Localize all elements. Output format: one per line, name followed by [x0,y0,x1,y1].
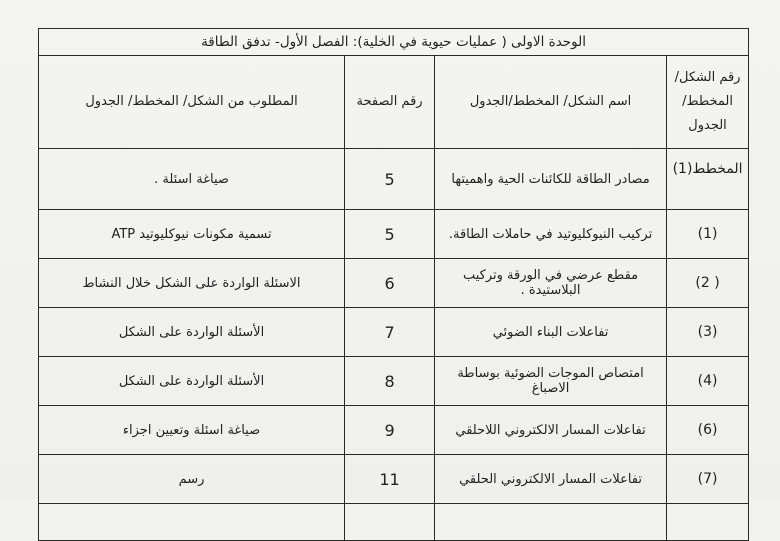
cell-page: 5 [345,149,435,210]
header-number: رقم الشكل/ المخطط/ الجدول [667,56,749,149]
table-row-partial [39,504,749,541]
cell-page: 11 [345,455,435,504]
cell-name: تركيب النيوكليوتيد في حاملات الطاقة. [435,210,667,259]
cell-number: (7) [667,455,749,504]
table-row [39,259,749,308]
cell-required: رسم [39,455,345,504]
cell-page: 6 [345,259,435,308]
cell-required: تسمية مكونات نيوكليوتيد ATP [39,210,345,259]
table-row [39,308,749,357]
cell-number: (4) [667,357,749,406]
cell-required: الاسئلة الواردة على الشكل خلال النشاط [39,259,345,308]
cell-name: مقطع عرضي في الورقة وتركيب البلاستيدة . [435,259,667,308]
cell-name: مصادر الطاقة للكائنات الحية واهميتها [435,149,667,210]
cell-number: ( 2) [667,259,749,308]
header-page: رقم الصفحة [345,56,435,149]
table-row [39,406,749,455]
cell-required: الأسئلة الواردة على الشكل [39,308,345,357]
cell-page: 7 [345,308,435,357]
cell-name: امتصاص الموجات الضوئية بوساطة الاصباغ [435,357,667,406]
cell-number: المخطط(1) [667,149,749,210]
cell-required: الأسئلة الواردة على الشكل [39,357,345,406]
cell-page: 5 [345,210,435,259]
cell-number: (3) [667,308,749,357]
cell-required: صياغة اسئلة وتعيين اجزاء [39,406,345,455]
table-row [39,455,749,504]
figures-table [38,28,749,541]
cell-name: تفاعلات المسار الالكتروني اللاحلقي [435,406,667,455]
cell-page: 9 [345,406,435,455]
cell-name: تفاعلات البناء الضوئي [435,308,667,357]
cell-required: صياغة اسئلة . [39,149,345,210]
cell-page: 8 [345,357,435,406]
unit-title: الوحدة الاولى ( عمليات حيوية في الخلية): الفصل الأول- تدفق الطاقة [39,29,749,56]
table-row [39,149,749,210]
header-name: اسم الشكل/ المخطط/الجدول [435,56,667,149]
table-row [39,210,749,259]
header-row [39,56,749,149]
header-required: المطلوب من الشكل/ المخطط/ الجدول [39,56,345,149]
cell-number: (1) [667,210,749,259]
cell-name: تفاعلات المسار الالكتروني الحلقي [435,455,667,504]
table-row [39,357,749,406]
unit-title-row [39,29,749,56]
cell-number: (6) [667,406,749,455]
